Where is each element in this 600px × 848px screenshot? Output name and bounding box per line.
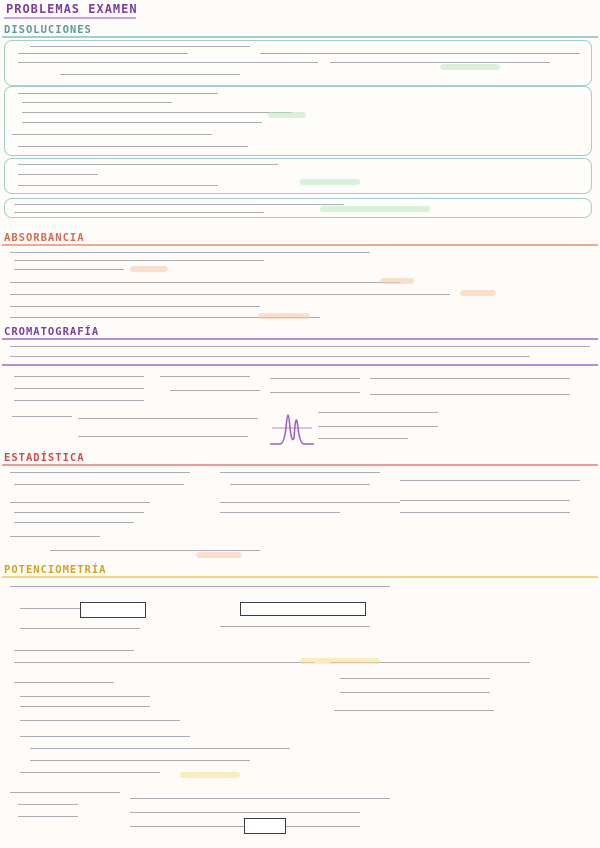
handwriting-line xyxy=(12,130,212,135)
handwriting-line xyxy=(20,732,190,737)
handwriting-line xyxy=(18,49,188,54)
handwriting-line xyxy=(318,422,438,427)
handwriting-line xyxy=(130,794,390,799)
handwriting-line xyxy=(160,372,250,377)
handwriting-line xyxy=(18,58,318,63)
highlight xyxy=(300,179,360,185)
highlight xyxy=(180,772,240,778)
handwriting-line xyxy=(334,706,494,711)
handwriting-line xyxy=(20,692,150,697)
handwriting-line xyxy=(10,498,150,503)
handwriting-line xyxy=(10,352,530,357)
handwriting-line xyxy=(10,582,390,587)
handwriting-line xyxy=(78,432,248,437)
handwriting-line xyxy=(10,278,400,283)
section-heading-cromatografia: CROMATOGRAFÍA xyxy=(4,326,100,338)
handwriting-line xyxy=(18,800,78,805)
boxed-equation xyxy=(240,602,366,616)
handwriting-line xyxy=(340,674,490,679)
handwriting-line xyxy=(130,808,360,813)
handwriting-line xyxy=(14,200,344,205)
handwriting-line xyxy=(220,498,400,503)
handwriting-line xyxy=(18,89,218,94)
page-title: PROBLEMAS EXAMEN xyxy=(6,2,138,16)
handwriting-line xyxy=(30,756,250,761)
handwriting-line xyxy=(14,372,144,377)
handwriting-line xyxy=(10,532,100,537)
handwriting-line xyxy=(318,434,408,439)
handwriting-line xyxy=(10,302,260,307)
handwriting-line xyxy=(78,414,258,419)
section-rule-disoluciones xyxy=(2,36,598,38)
handwriting-line xyxy=(270,374,360,379)
handwriting-line xyxy=(20,768,160,773)
handwriting-line xyxy=(400,476,580,481)
handwriting-line xyxy=(50,546,260,551)
handwriting-line xyxy=(22,108,292,113)
handwriting-line xyxy=(20,624,140,629)
handwriting-line xyxy=(318,408,438,413)
handwriting-line xyxy=(370,374,570,379)
handwriting-line xyxy=(14,265,124,270)
handwriting-line xyxy=(12,412,72,417)
handwriting-line xyxy=(14,518,134,523)
handwriting-line xyxy=(14,208,264,213)
highlight xyxy=(380,278,414,284)
handwriting-line xyxy=(220,622,370,627)
section-rule-absorbancia xyxy=(2,244,598,246)
section-heading-absorbancia: ABSORBANCIA xyxy=(4,232,85,244)
highlight xyxy=(196,552,242,558)
handwriting-line xyxy=(14,508,144,513)
section-rule-cromatografia xyxy=(2,338,598,340)
handwriting-line xyxy=(400,496,570,501)
handwriting-line xyxy=(18,142,248,147)
highlight xyxy=(440,64,500,70)
section-heading-estadistica: ESTADÍSTICA xyxy=(4,452,85,464)
handwriting-line xyxy=(30,42,250,47)
handwriting-line xyxy=(60,70,240,75)
handwriting-line xyxy=(18,170,98,175)
handwriting-line xyxy=(14,384,144,389)
handwriting-line xyxy=(230,480,370,485)
handwriting-line xyxy=(340,688,490,693)
handwriting-line xyxy=(30,744,290,749)
section-heading-disoluciones: DISOLUCIONES xyxy=(4,24,92,36)
section-rule-potenciometria xyxy=(2,576,598,578)
handwriting-line xyxy=(18,812,78,817)
handwriting-line xyxy=(18,181,218,186)
handwriting-line xyxy=(22,118,262,123)
highlight xyxy=(268,112,306,118)
handwriting-line xyxy=(14,678,114,683)
handwriting-line xyxy=(10,248,370,253)
handwriting-line xyxy=(14,256,264,261)
handwriting-line xyxy=(400,508,570,513)
section-rule-estadistica xyxy=(2,464,598,466)
highlight xyxy=(460,290,496,296)
boxed-equation xyxy=(80,602,146,618)
handwriting-line xyxy=(10,342,590,347)
handwriting-line xyxy=(14,480,184,485)
boxed-equation xyxy=(244,818,286,834)
handwriting-line xyxy=(10,468,190,473)
handwriting-line xyxy=(220,468,380,473)
handwriting-line xyxy=(260,49,580,54)
section-heading-potenciometria: POTENCIOMETRÍA xyxy=(4,564,107,576)
handwriting-line xyxy=(220,508,340,513)
handwriting-line xyxy=(14,396,144,401)
highlight xyxy=(300,658,380,664)
handwriting-line xyxy=(14,658,314,663)
handwriting-line xyxy=(20,702,150,707)
handwriting-line xyxy=(10,788,120,793)
highlight xyxy=(320,206,430,212)
chromatogram-sketch xyxy=(268,398,316,448)
handwriting-line xyxy=(330,58,550,63)
title-underline xyxy=(4,17,136,19)
highlight xyxy=(258,313,310,319)
handwriting-line xyxy=(22,98,172,103)
handwriting-line xyxy=(14,646,134,651)
handwriting-line xyxy=(170,386,260,391)
highlight xyxy=(130,266,168,272)
handwriting-line xyxy=(370,390,570,395)
section-rule-cromatografia-2 xyxy=(2,364,598,366)
handwriting-line xyxy=(270,388,360,393)
handwriting-line xyxy=(20,716,180,721)
handwriting-line xyxy=(18,160,278,165)
handwriting-line xyxy=(10,290,450,295)
